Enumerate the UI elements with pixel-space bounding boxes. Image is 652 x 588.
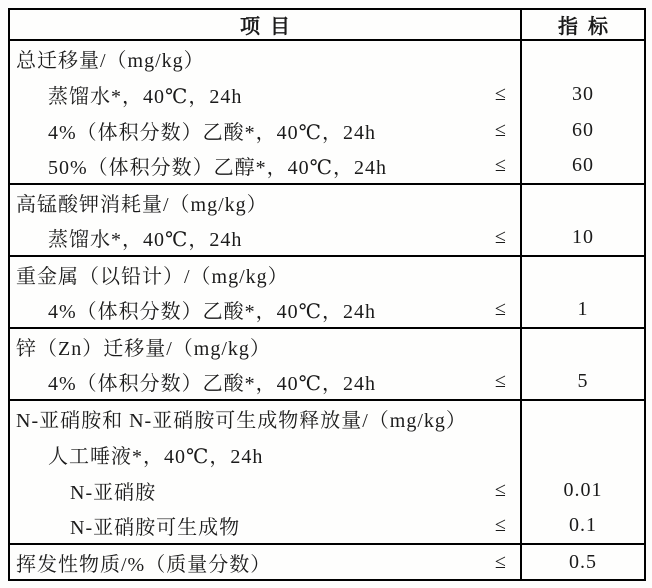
index-value <box>521 436 645 472</box>
le-operator: ≤ <box>495 82 506 105</box>
section-title-row <box>9 40 645 76</box>
table-row <box>9 292 645 328</box>
item-text: 人工唾液*，40℃，24h <box>48 445 264 468</box>
le-operator: ≤ <box>495 226 506 248</box>
index-value: 0.01 <box>563 478 603 501</box>
le-operator: ≤ <box>495 370 506 392</box>
item-text: 蒸馏水*，40℃，24h <box>48 229 243 251</box>
item-text: 4%（体积分数）乙酸*，40℃，24h <box>48 121 377 144</box>
item-text: 50%（体积分数）乙醇*，40℃，24h <box>48 157 388 179</box>
spec-table-container <box>8 8 644 580</box>
item-text: N-亚硝胺 <box>70 481 157 504</box>
table-row <box>9 76 645 112</box>
table-row <box>9 364 645 400</box>
index-value: 0.5 <box>521 544 645 580</box>
index-value: 60 <box>572 154 594 176</box>
index-value <box>521 328 645 364</box>
section-title-row <box>9 328 645 364</box>
le-operator: ≤ <box>495 154 506 176</box>
table-row <box>9 436 645 472</box>
le-operator: ≤ <box>495 550 506 573</box>
section-title-row <box>9 400 645 436</box>
item-text: 挥发性物质/%（质量分数） <box>16 553 272 576</box>
index-value: 30 <box>572 82 594 105</box>
table-row <box>9 220 645 256</box>
item-text: 4%（体积分数）乙酸*，40℃，24h <box>48 373 377 395</box>
table-row <box>9 544 645 580</box>
index-value: 60 <box>572 118 594 141</box>
le-operator: ≤ <box>495 478 506 501</box>
index-value: 10 <box>572 226 594 248</box>
index-value: 0.1 <box>569 514 597 536</box>
section-title: 重金属（以铅计）/（mg/kg） <box>16 266 289 288</box>
table-row <box>9 508 645 544</box>
header-item-column: 项目 <box>9 9 521 40</box>
section-title: 锌（Zn）迁移量/（mg/kg） <box>16 338 271 360</box>
table-header-row <box>9 9 645 40</box>
spec-table <box>8 8 646 581</box>
section-title-row <box>9 256 645 292</box>
le-operator: ≤ <box>495 298 506 320</box>
index-value <box>521 184 645 220</box>
index-value: 1 <box>577 298 589 320</box>
index-value: 5 <box>577 370 589 392</box>
index-value <box>521 400 645 436</box>
section-title: 总迁移量/（mg/kg） <box>16 50 205 72</box>
le-operator: ≤ <box>495 118 506 141</box>
table-row <box>9 148 645 184</box>
table-row <box>9 472 645 508</box>
index-value <box>521 256 645 292</box>
index-value <box>521 40 645 76</box>
table-row <box>9 112 645 148</box>
le-operator: ≤ <box>495 514 506 536</box>
section-title: N-亚硝胺和 N-亚硝胺可生成物释放量/（mg/kg） <box>16 410 467 432</box>
header-index-column: 指标 <box>521 9 645 40</box>
section-title: 高锰酸钾消耗量/（mg/kg） <box>16 194 268 216</box>
section-title-row <box>9 184 645 220</box>
item-text: N-亚硝胺可生成物 <box>70 517 241 539</box>
item-text: 蒸馏水*，40℃，24h <box>48 85 243 108</box>
item-text: 4%（体积分数）乙酸*，40℃，24h <box>48 301 377 323</box>
